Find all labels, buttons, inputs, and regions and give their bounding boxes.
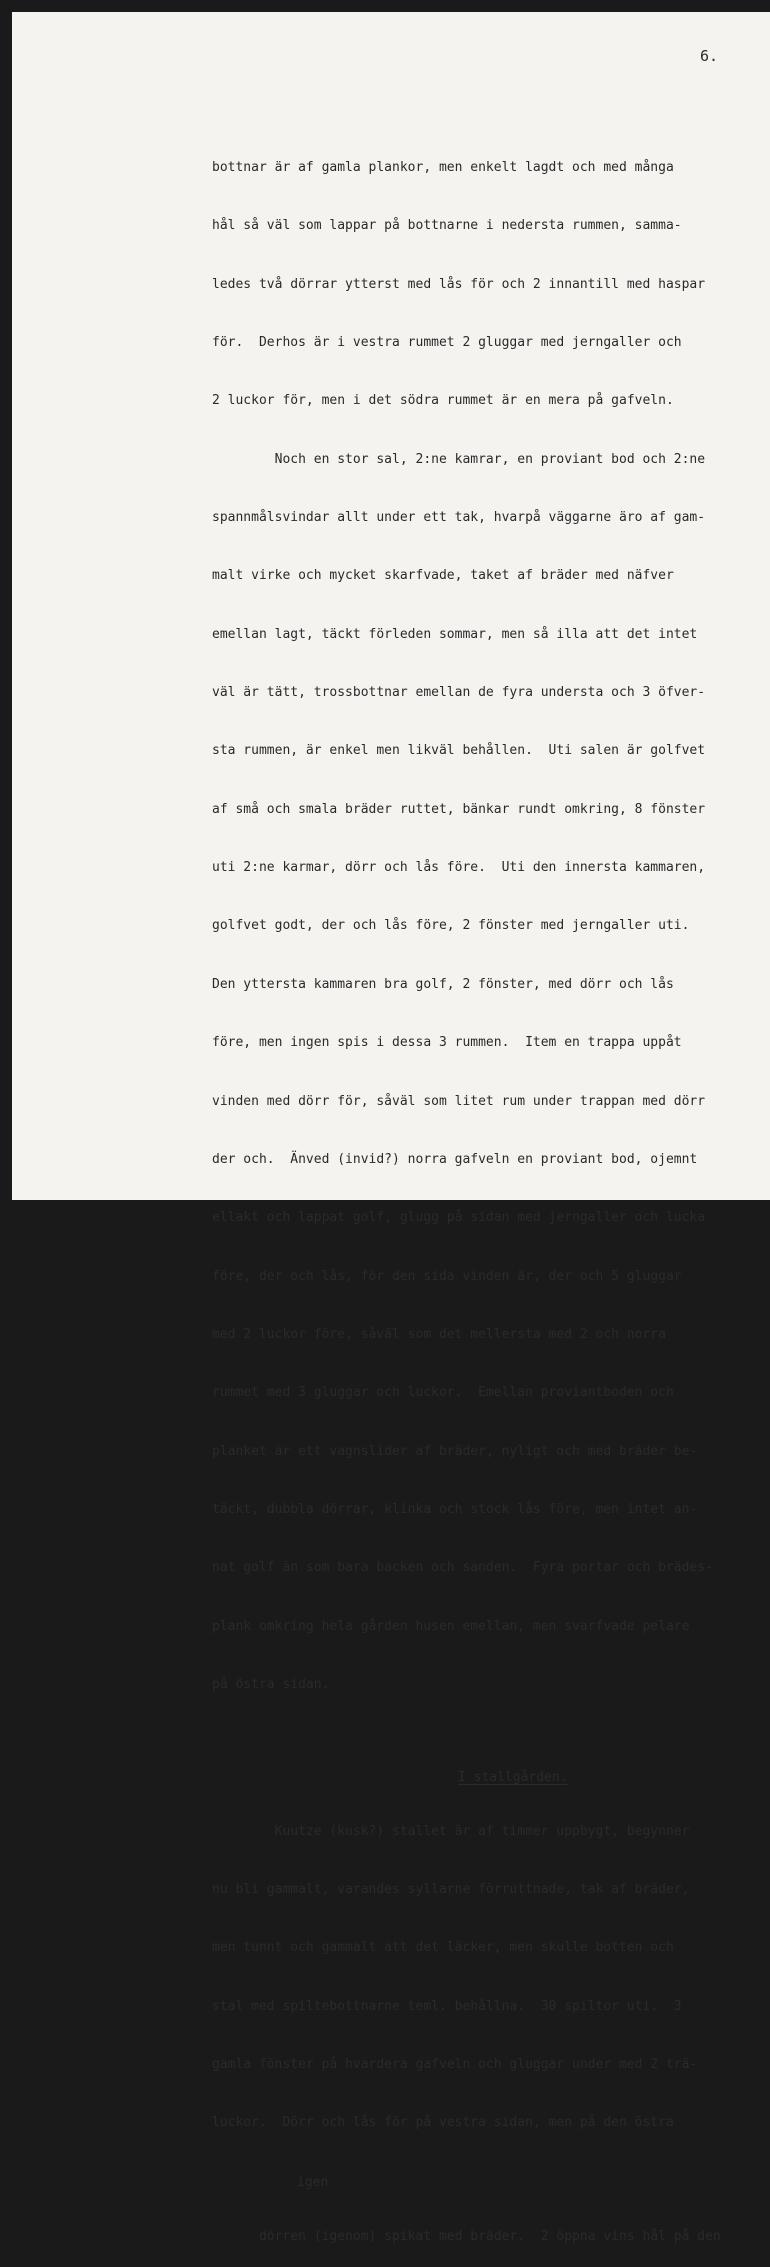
- text-line: spannmålsvindar allt under ett tak, hvarpå väggarne äro af gam-: [212, 510, 706, 526]
- document-body: [212, 128, 752, 2245]
- text-line: Kuutze (kusk?) stallet är af timmer uppbygt, begynner: [212, 1823, 690, 1839]
- interlinear-insert: igen: [297, 2174, 329, 2190]
- text-line: täckt, dubbla dörrar, klinka och stock lås före, men intet an-: [212, 1501, 698, 1517]
- text-line: uti 2:ne karmar, dörr och lås före. Uti den innersta kammaren,: [212, 860, 706, 876]
- text-line: golfvet godt, der och lås före, 2 fönster med jerngaller uti.: [212, 918, 690, 934]
- text-line: före, der och lås, för den sida vinden är, der och 5 gluggar: [212, 1268, 682, 1284]
- text-line: rummet med 3 gluggar och luckor. Emellan proviantboden och: [212, 1385, 674, 1401]
- text-line: på östra sidan.: [212, 1676, 330, 1692]
- text-line: före, men ingen spis i dessa 3 rummen. Item en trappa uppåt: [212, 1035, 682, 1051]
- text-line: planket är ett vagnslider af bräder, nyligt och med bräder be-: [212, 1443, 698, 1459]
- section-heading: I stallgården.: [457, 1770, 568, 1786]
- text-line: luckor. Dörr och lås för på vestra sidan, men på den östra: [212, 2115, 674, 2131]
- text-line: bottnar är af gamla plankor, men enkelt lagdt och med många: [212, 160, 674, 175]
- text-line: af små och smala bräder ruttet, bänkar rundt omkring, 8 fönster: [212, 801, 706, 817]
- text-line: ellakt och lappat golf, glugg på sidan med jerngaller och lucka: [212, 1210, 706, 1226]
- text-line: Den yttersta kammaren bra golf, 2 fönster, med dörr och lås: [212, 976, 674, 992]
- text-line: vinden med dörr för, såväl som litet rum under trappan med dörr: [212, 1093, 706, 1109]
- text-line: malt virke och mycket skarfvade, taket af bräder med näfver: [212, 568, 674, 584]
- text-line: väl är tätt, trossbottnar emellan de fyra understa och 3 öfver-: [212, 685, 706, 701]
- text-line: hål så väl som lappar på bottnarne i nedersta rummen, samma-: [212, 218, 682, 234]
- text-line: sta rummen, är enkel men likväl behållen. Uti salen är golfvet: [212, 743, 706, 759]
- text-line: ledes två dörrar ytterst med lås för och 2 innantill med haspar: [212, 276, 706, 292]
- text-line: Noch en stor sal, 2:ne kamrar, en proviant bod och 2:ne: [212, 451, 706, 467]
- text-line: emellan lagt, täckt förleden sommar, men så illa att det intet: [212, 626, 698, 642]
- text-line: plank omkring hela gården husen emellan, men svarfvade pelare: [212, 1618, 690, 1634]
- text-line: men tunnt och gammalt att det läcker, men skulle botten och: [212, 1940, 674, 1956]
- text-line: för. Derhos är i vestra rummet 2 gluggar med jerngaller och: [212, 335, 682, 351]
- page-number: 6.: [700, 47, 719, 65]
- text-line: stal med spiltebottnarne teml. behållna. 30 spiltor uti. 3: [212, 1998, 682, 2014]
- text-line: nat golf än som bara backen och sanden. Fyra portar och brädes-: [212, 1560, 713, 1576]
- text-line: med 2 luckor före, såväl som det mellersta med 2 och norra: [212, 1326, 666, 1342]
- text-line: nu bli gammalt, varandes syllarne förruttnade, tak af bräder,: [212, 1881, 690, 1897]
- document-page: [12, 12, 770, 2244]
- text-line: dörren (igenom) spikat med bräder. 2 öppna vins hål på den: [258, 2228, 721, 2244]
- text-line-with-insert: [212, 2174, 752, 2244]
- section-heading-row: [212, 1748, 752, 1786]
- text-line: gamla fönster på hvardera gafveln och gluggar under med 2 trä-: [212, 2057, 698, 2072]
- text-line: der och. Änved (invid?) norra gafveln en proviant bod, ojemnt: [212, 1151, 698, 1167]
- text-line: 2 luckor för, men i det södra rummet är en mera på gafveln.: [212, 393, 674, 409]
